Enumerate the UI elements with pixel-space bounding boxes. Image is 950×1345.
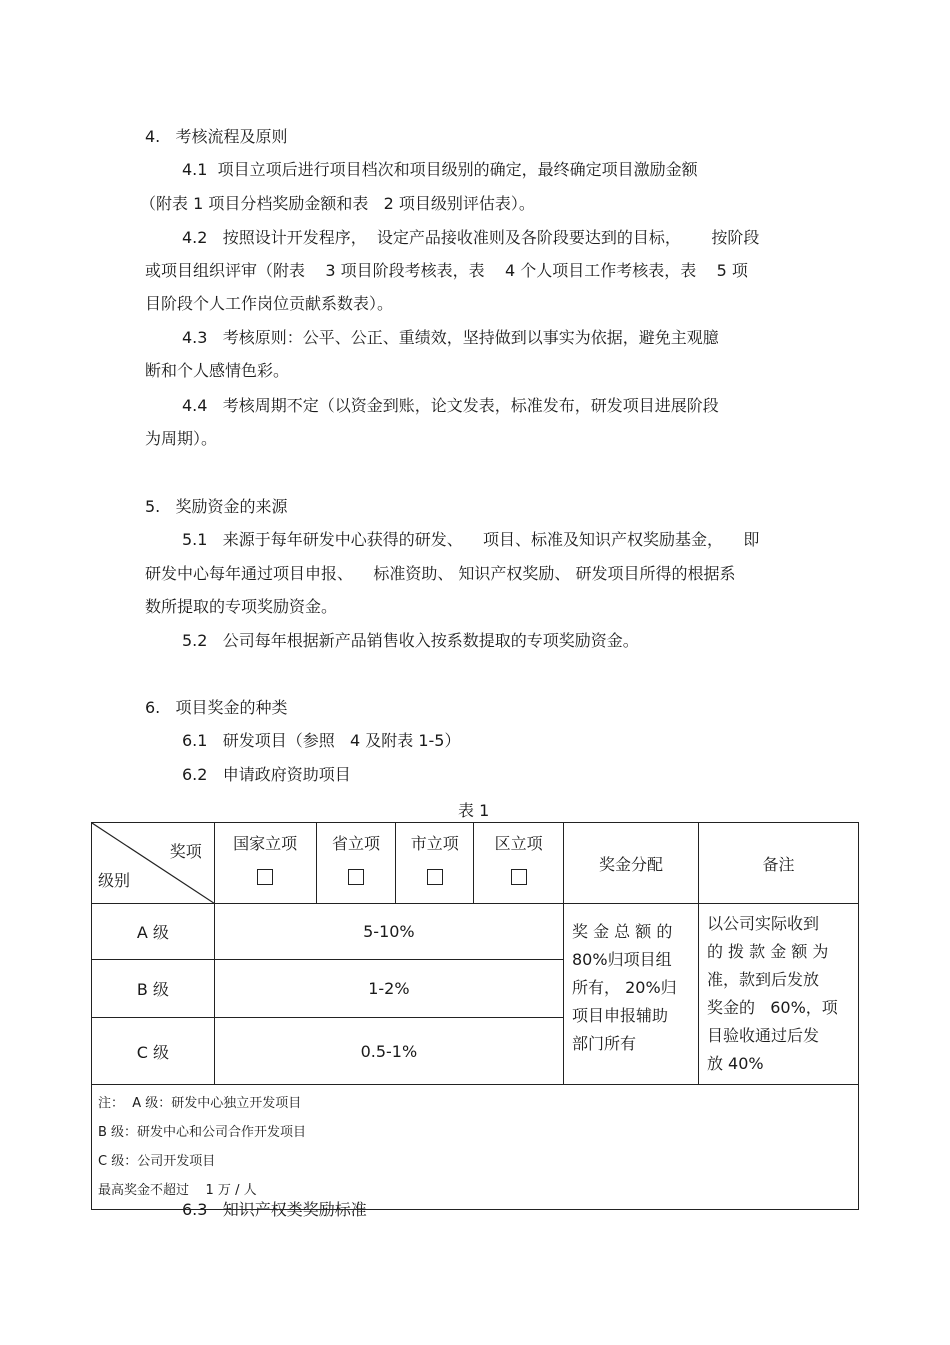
remark-line: 放 40% bbox=[706, 1054, 764, 1073]
checkbox-district[interactable] bbox=[511, 869, 527, 885]
bonus-distribution-cell bbox=[564, 904, 699, 1085]
corner-header-cell bbox=[92, 823, 215, 904]
footnote-line: C 级：公司开发项目 bbox=[98, 1154, 216, 1169]
body-line: 4.3 考核原则：公平、公正、重绩效，坚持做到以事实为依据，避免主观臆 bbox=[182, 328, 719, 347]
body-line: 4.1 项目立项后进行项目档次和项目级别的确定，最终确定项目激励金额 bbox=[182, 160, 698, 179]
body-line: 5.1 来源于每年研发中心获得的研发、 项目、标准及知识产权奖励基金， 即 bbox=[182, 530, 760, 549]
table-footnotes bbox=[92, 1085, 859, 1210]
bonus-line: 项目申报辅助 bbox=[572, 1006, 669, 1025]
remark-line: 准，款到后发放 bbox=[706, 970, 819, 989]
body-line: 4.2 按照设计开发程序， 设定产品接收准则及各阶段要达到的目标， 按阶段 bbox=[182, 228, 760, 247]
header-provincial-label: 省立项 bbox=[331, 834, 380, 853]
level-b-percentage: 1-2% bbox=[214, 960, 563, 1018]
diagonal-line bbox=[92, 823, 214, 903]
table-caption: 表 1 bbox=[458, 801, 490, 820]
body-line: 为周期）。 bbox=[145, 429, 218, 448]
level-a-percentage: 5-10% bbox=[214, 904, 563, 960]
header-city bbox=[396, 823, 474, 904]
body-line: 断和个人感情色彩。 bbox=[145, 361, 290, 380]
bonus-line: 部门所有 bbox=[572, 1034, 637, 1053]
remark-line: 的 拨 款 金 额 为 bbox=[706, 942, 829, 961]
body-line: 或项目组织评审（附表 3 项目阶段考核表，表 4 个人项目工作考核表，表 5 项 bbox=[145, 261, 748, 280]
corner-award-label: 奖项 bbox=[169, 842, 202, 861]
level-c-percentage: 0.5-1% bbox=[214, 1018, 563, 1085]
checkbox-city[interactable] bbox=[427, 869, 443, 885]
body-line: 5.2 公司每年根据新产品销售收入按系数提取的专项奖励资金。 bbox=[182, 631, 639, 650]
remark-line: 以公司实际收到 bbox=[706, 914, 819, 933]
body-line: 研发中心每年通过项目申报、 标准资助、 知识产权奖励、 研发项目所得的根据系 bbox=[145, 564, 736, 583]
bonus-line: 所有， 20%归 bbox=[572, 978, 677, 997]
remark-line: 目验收通过后发 bbox=[706, 1026, 819, 1045]
header-national-label: 国家立项 bbox=[233, 834, 298, 853]
bonus-line: 奖 金 总 额 的 bbox=[572, 922, 673, 941]
footnote-line: 注： A 级：研发中心独立开发项目 bbox=[98, 1096, 302, 1111]
bonus-table bbox=[91, 822, 859, 1210]
body-line: 5. 奖励资金的来源 bbox=[145, 497, 288, 516]
level-c-cell: C 级 bbox=[92, 1018, 215, 1085]
remark-line: 奖金的 60%，项 bbox=[706, 998, 838, 1017]
body-line: 6.1 研发项目（参照 4 及附表 1-5） bbox=[182, 731, 461, 750]
body-line: 目阶段个人工作岗位贡献系数表）。 bbox=[145, 294, 394, 313]
checkbox-provincial[interactable] bbox=[348, 869, 364, 885]
header-district bbox=[474, 823, 564, 904]
level-b-cell: B 级 bbox=[92, 960, 215, 1018]
header-district-label: 区立项 bbox=[494, 834, 543, 853]
level-a-cell: A 级 bbox=[92, 904, 215, 960]
header-remarks: 备注 bbox=[698, 823, 858, 904]
header-national bbox=[214, 823, 316, 904]
bonus-line: 80%归项目组 bbox=[572, 950, 672, 969]
remarks-cell bbox=[698, 904, 858, 1085]
footnote-line: 最高奖金不超过 1 万 / 人 bbox=[98, 1183, 257, 1198]
footnote-line: B 级：研发中心和公司合作开发项目 bbox=[98, 1125, 307, 1140]
body-line: 6.3 知识产权类奖励标准 bbox=[182, 1200, 367, 1219]
header-bonus-distribution: 奖金分配 bbox=[564, 823, 699, 904]
header-provincial bbox=[316, 823, 396, 904]
body-line: 6.2 申请政府资助项目 bbox=[182, 765, 351, 784]
corner-level-label: 级别 bbox=[98, 871, 131, 890]
body-line: 数所提取的专项奖励资金。 bbox=[145, 597, 338, 616]
body-line: （附表 1 项目分档奖励金额和表 2 项目级别评估表）。 bbox=[140, 194, 535, 213]
body-line: 4.4 考核周期不定（以资金到账，论文发表，标准发布，研发项目进展阶段 bbox=[182, 396, 719, 415]
checkbox-national[interactable] bbox=[257, 869, 273, 885]
body-line: 6. 项目奖金的种类 bbox=[145, 698, 288, 717]
body-line: 4. 考核流程及原则 bbox=[145, 127, 288, 146]
header-city-label: 市立项 bbox=[410, 834, 459, 853]
